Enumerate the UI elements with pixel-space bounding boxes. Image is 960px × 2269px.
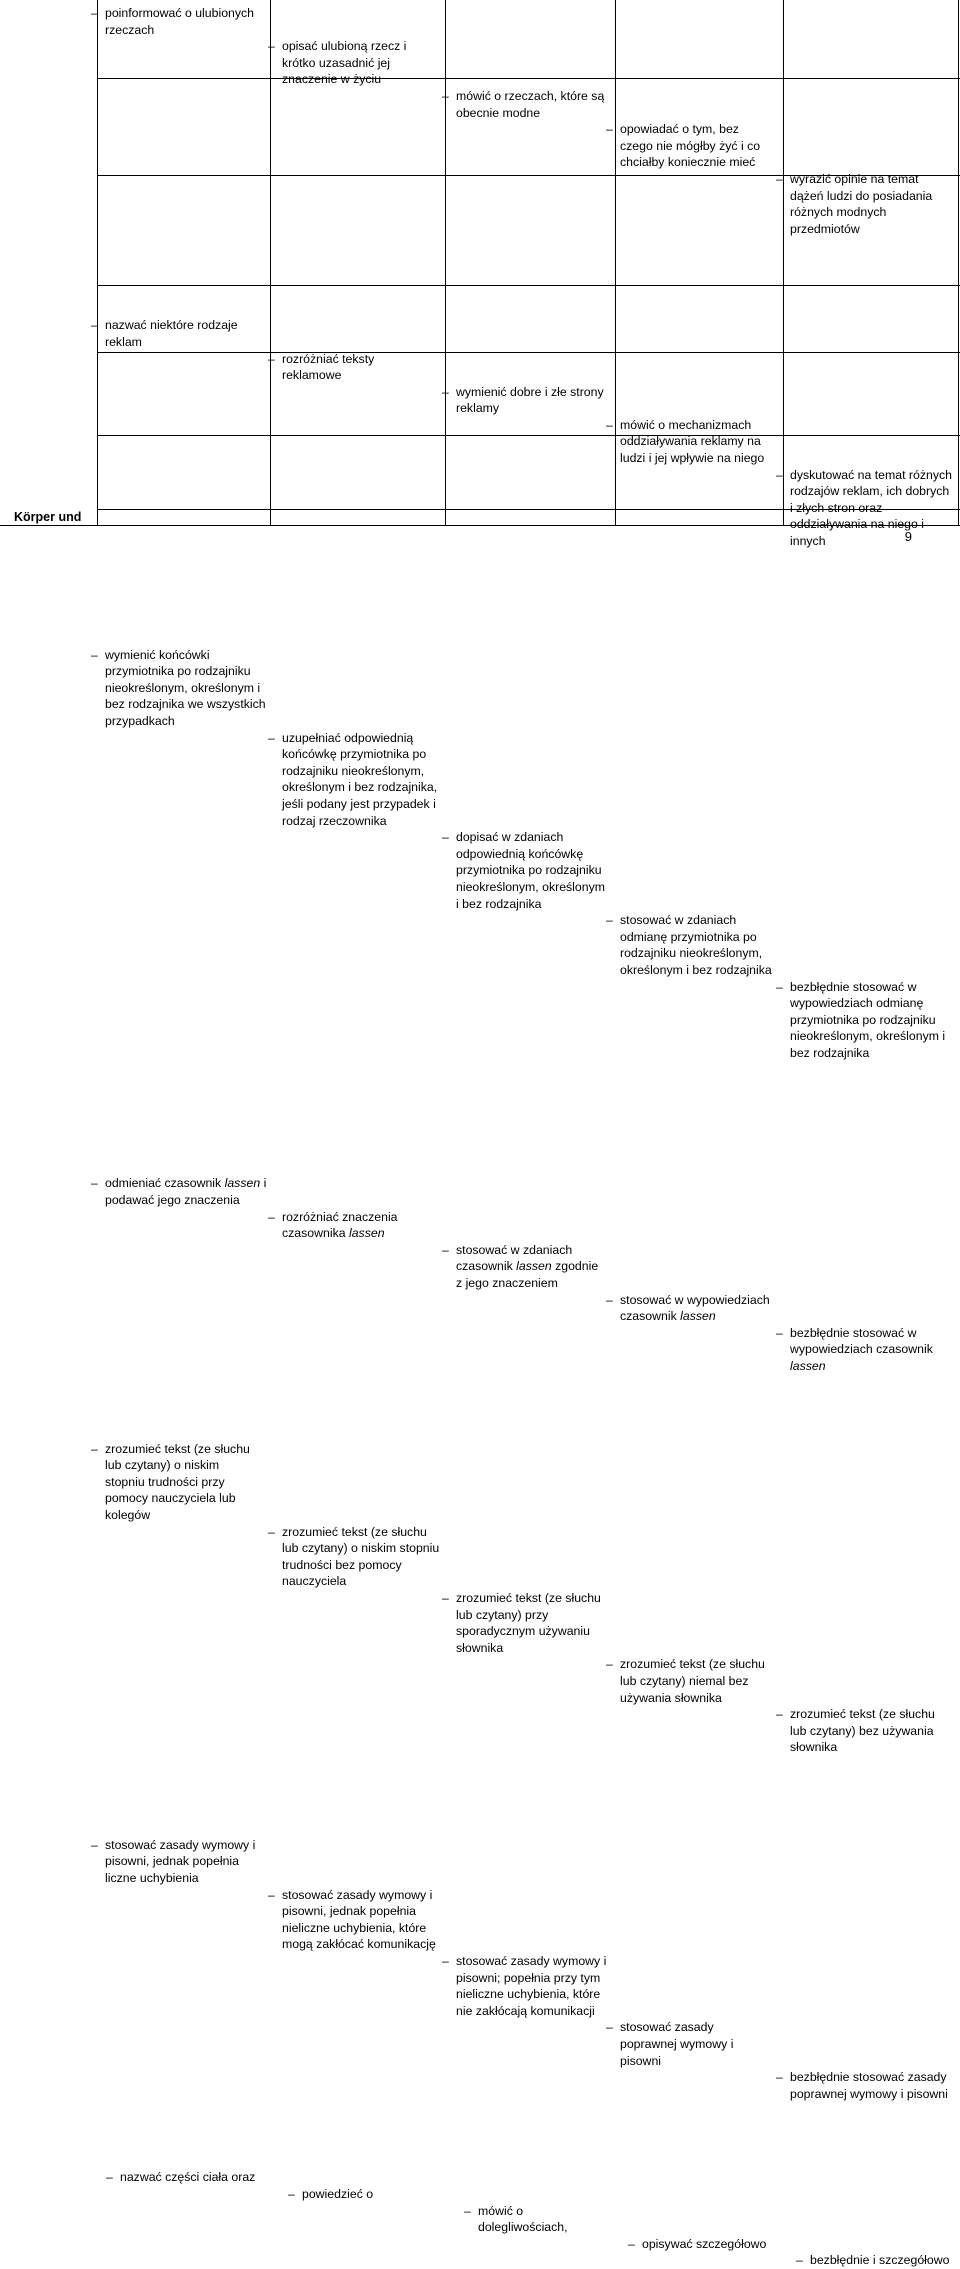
table-cell: – opisywać szczegółowo	[642, 2236, 782, 2253]
table-cell: – rozróżniać teksty reklamowe	[282, 351, 437, 384]
cell-text: rozróżniać znaczenia czasownika lassen	[282, 1209, 398, 1241]
table-cell: – zrozumieć tekst (ze słuchu lub czytany) o niskim stopniu trudności przy pomocy nauczyciela lub kolegów	[105, 1441, 260, 1524]
table-cell: – nazwać części ciała oraz	[120, 2169, 270, 2186]
table-cell: – mówić o mechanizmach oddziaływania reklamy na ludzi i jej wpływie na niego	[620, 417, 772, 467]
row-label: Körper und	[14, 510, 82, 524]
table-cell: – uzupełniać odpowiednią końcówkę przymiotnika po rodzajniku nieokreślonym, określonym i bez rodzajnika, jeśli podany jest przypadek i rodzaj rzeczownika	[282, 730, 442, 830]
table-cell: – wyrazić opinie na temat dążeń ludzi do posiadania różnych modnych przedmiotów	[790, 171, 950, 237]
table-cell	[620, 1292, 770, 1325]
table-cell: – nazwać niektóre rodzaje reklam	[105, 317, 265, 350]
table-cell: – stosować zasady wymowy i pisowni, jednak popełnia liczne uchybienia	[105, 1837, 260, 1887]
table-cell: – wymienić końcówki przymiotnika po rodzajniku nieokreślonym, określonym i bez rodzajnika we wszystkich przypadkach	[105, 647, 267, 730]
table-cell: – stosować zasady wymowy i pisowni; popełnia przy tym nieliczne uchybienia, które nie zakłócają komunikacji	[456, 1953, 611, 2019]
cell-text: bezbłędnie stosować w wypowiedziach czasownik lassen	[790, 1325, 933, 1373]
page-number: 9	[904, 529, 912, 544]
row-divider	[97, 78, 960, 79]
table-cell: – wymienić dobre i złe strony reklamy	[456, 384, 608, 417]
table-cell	[456, 1242, 606, 1292]
table-cell: – opisać ulubioną rzecz i krótko uzasadnić jej znaczenie w życiu	[282, 38, 437, 88]
table-cell	[790, 1325, 940, 1375]
cell-text: odmieniać czasownik lassen i podawać jego znaczenia	[105, 1176, 267, 1208]
table-cell: – zrozumieć tekst (ze słuchu lub czytany) bez używania słownika	[790, 1706, 950, 1756]
row-divider	[97, 435, 960, 436]
table-cell: – mówić o rzeczach, które są obecnie modne	[456, 88, 608, 121]
table-cell	[105, 1175, 270, 1208]
table-cell: – bezbłędnie i szczegółowo	[810, 2252, 958, 2269]
table-cell: – opowiadać o tym, bez czego nie mógłby żyć i co chciałby koniecznie mieć	[620, 121, 772, 171]
table-cell: – bezbłędnie stosować w wypowiedziach odmianę przymiotnika po rodzajniku nieokreślonym, określonym i bez rodzajnika	[790, 979, 954, 1062]
row-divider	[97, 352, 960, 353]
table-cell: – poinformować o ulubionych rzeczach	[105, 5, 265, 38]
table-cell: – stosować w zdaniach odmianę przymiotnika po rodzajniku nieokreślonym, określonym i bez rodzajnika	[620, 912, 778, 978]
table-cell: – powiedzieć o	[302, 2186, 442, 2203]
table-cell: – zrozumieć tekst (ze słuchu lub czytany) niemal bez używania słownika	[620, 1656, 775, 1706]
table-cell: – dyskutować na temat różnych rodzajów reklam, ich dobrych i złych stron oraz oddziaływania na niego i innych	[790, 467, 952, 550]
row-divider	[97, 285, 960, 286]
table-cell: – zrozumieć tekst (ze słuchu lub czytany) przy sporadycznym używaniu słownika	[456, 1590, 606, 1656]
cell-text: stosować w wypowiedziach czasownik lassen	[620, 1292, 770, 1324]
table-cell	[282, 1209, 432, 1242]
table-cell: – stosować zasady poprawnej wymowy i pisowni	[620, 2019, 770, 2069]
table-cell: – bezbłędnie stosować zasady poprawnej wymowy i pisowni	[790, 2069, 955, 2102]
table-cell: – dopisać w zdaniach odpowiednią końcówkę przymiotnika po rodzajniku nieokreślonym, określonym i bez rodzajnika	[456, 829, 610, 912]
table-cell: – zrozumieć tekst (ze słuchu lub czytany) o niskim stopniu trudności bez pomocy nauczyciela	[282, 1524, 442, 1590]
cell-text: stosować w zdaniach czasownik lassen zgodnie z jego znaczeniem	[456, 1242, 599, 1291]
table-cell: – stosować zasady wymowy i pisowni, jednak popełnia nieliczne uchybienia, które mogą zakłócać komunikację	[282, 1887, 442, 1953]
table-cell: – mówić o dolegliwościach,	[478, 2203, 613, 2236]
